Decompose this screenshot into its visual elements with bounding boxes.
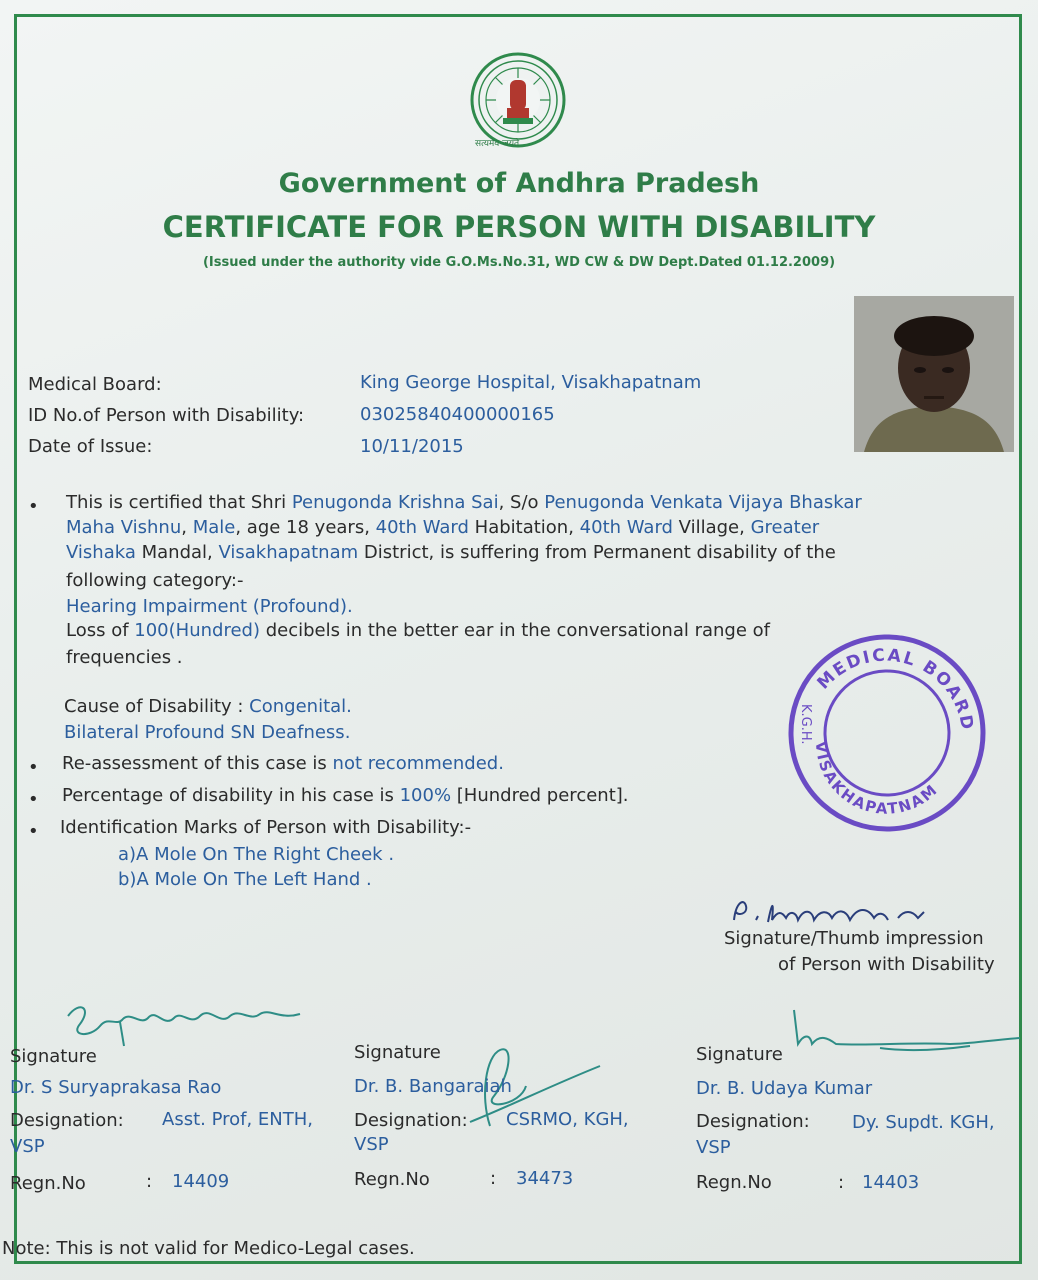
signatory2-regn-value: 34473: [516, 1168, 574, 1189]
signatory2-regn-label: Regn.No: [354, 1169, 430, 1190]
father-name: Penugonda Venkata Vijaya Bhaskar: [544, 492, 862, 513]
text: Village,: [672, 517, 751, 538]
signatory3-signature-label: Signature: [696, 1044, 783, 1065]
date-value: 10/11/2015: [360, 436, 464, 457]
signatory2-designation-cont: VSP: [354, 1134, 389, 1155]
medical-board-value: King George Hospital, Visakhapatnam: [360, 372, 702, 393]
cause-detail: Bilateral Profound SN Deafness.: [64, 722, 351, 743]
signatory3-designation-label: Designation:: [696, 1111, 810, 1132]
identification-label: Identification Marks of Person with Disability:-: [60, 817, 472, 838]
mandal: Greater: [750, 517, 820, 538]
percentage-line: [62, 785, 629, 806]
text: Loss of: [66, 620, 135, 641]
text: This is certified that Shri: [66, 492, 292, 513]
cause-line: [64, 696, 352, 717]
footer-note: Note: This is not valid for Medico-Legal cases.: [2, 1238, 415, 1259]
identification-mark-a: a)A Mole On The Right Cheek .: [118, 844, 395, 865]
signatory3-regn-label: Regn.No: [696, 1172, 772, 1193]
signatory2-designation: CSRMO, KGH,: [506, 1109, 629, 1130]
bullet: •: [28, 496, 39, 517]
district: Visakhapatnam: [218, 542, 359, 563]
body-line-2: [66, 517, 819, 538]
person-photo-icon: [854, 296, 1014, 452]
gender: Male: [192, 517, 236, 538]
svg-text:MEDICAL BOARD: [811, 628, 994, 746]
decibel-value: 100(Hundred): [134, 620, 260, 641]
medical-board-label: Medical Board:: [28, 374, 162, 395]
signatory1-name: Dr. S Suryaprakasa Rao: [10, 1077, 222, 1098]
stamp-side-text: K.G.H.: [798, 704, 813, 745]
government-title: Government of Andhra Pradesh: [278, 168, 760, 199]
text: District, is suffering from Permanent disability of the: [358, 542, 836, 563]
cause-value: Congenital.: [249, 696, 352, 717]
text: Habitation,: [468, 517, 580, 538]
certificate-title: CERTIFICATE FOR PERSON WITH DISABILITY: [162, 210, 876, 244]
signatory1-regn-sep: :: [146, 1171, 153, 1192]
bullet: •: [28, 757, 39, 778]
mandal-cont: Vishaka: [66, 542, 136, 563]
signatory1-designation: Asst. Prof, ENTH,: [162, 1109, 313, 1130]
signatory3-regn-value: 14403: [862, 1172, 920, 1193]
stamp-bottom-text: VISAKHAPATNAM: [811, 740, 942, 818]
applicant-signature-label-2: of Person with Disability: [778, 954, 995, 975]
bullet: •: [28, 821, 39, 842]
text: , S/o: [498, 492, 545, 513]
signatory2-signature-label: Signature: [354, 1042, 441, 1063]
body-line-4: following category:-: [66, 570, 244, 591]
signatory1-designation-cont: VSP: [10, 1136, 45, 1157]
stamp-top-text: MEDICAL BOARD: [813, 645, 978, 733]
doctor1-signature-icon: [60, 996, 320, 1052]
reassessment-value: not recommended.: [332, 753, 504, 774]
disability-category: Hearing Impairment (Profound).: [66, 596, 353, 617]
date-label: Date of Issue:: [28, 436, 153, 457]
signatory2-regn-sep: :: [490, 1168, 497, 1189]
identification-mark-b: b)A Mole On The Left Hand .: [118, 869, 372, 890]
applicant-photo: [854, 296, 1014, 452]
authority-line: (Issued under the authority vide G.O.Ms.No.31, WD CW & DW Dept.Dated 01.12.2009): [202, 255, 836, 270]
loss-line-2: frequencies .: [66, 647, 183, 668]
applicant-signature-label: Signature/Thumb impression: [724, 928, 984, 949]
text: Mandal,: [135, 542, 219, 563]
signatory2-name: Dr. B. Bangaraiah: [354, 1076, 512, 1097]
emblem-caption: सत्यमेव जयते: [475, 139, 520, 149]
reassessment-line: [62, 753, 504, 774]
bullet: •: [28, 789, 39, 810]
id-label: ID No.of Person with Disability:: [28, 405, 305, 426]
signatory3-designation: Dy. Supdt. KGH,: [852, 1112, 995, 1133]
text: ,: [181, 517, 193, 538]
body-line-3: [66, 542, 836, 563]
signatory1-regn-value: 14409: [172, 1171, 230, 1192]
text: Re-assessment of this case is: [62, 753, 333, 774]
signatory3-name: Dr. B. Udaya Kumar: [696, 1078, 873, 1099]
loss-line: [66, 620, 770, 641]
percentage-value: 100%: [399, 785, 452, 806]
signatory1-designation-label: Designation:: [10, 1110, 124, 1131]
medical-board-stamp-icon: [780, 628, 994, 838]
father-name-cont: Maha Vishnu: [66, 517, 182, 538]
cause-label: Cause of Disability :: [64, 696, 250, 717]
text: , age 18 years,: [235, 517, 376, 538]
id-value: 03025840400000165: [360, 404, 555, 425]
signatory1-signature-label: Signature: [10, 1046, 97, 1067]
text: Percentage of disability in his case is: [62, 785, 400, 806]
village: 40th Ward: [579, 517, 673, 538]
text: decibels in the better ear in the conversational range of: [259, 620, 771, 641]
signatory3-regn-sep: :: [838, 1172, 845, 1193]
signatory2-designation-label: Designation:: [354, 1110, 468, 1131]
habitation: 40th Ward: [375, 517, 469, 538]
doctor3-signature-icon: [780, 1004, 1030, 1064]
signatory3-designation-cont: VSP: [696, 1137, 731, 1158]
text: [Hundred percent].: [451, 785, 629, 806]
signatory1-regn-label: Regn.No: [10, 1173, 86, 1194]
person-name: Penugonda Krishna Sai: [291, 492, 499, 513]
body-line-1: [66, 492, 862, 513]
applicant-signature-icon: [728, 892, 948, 932]
